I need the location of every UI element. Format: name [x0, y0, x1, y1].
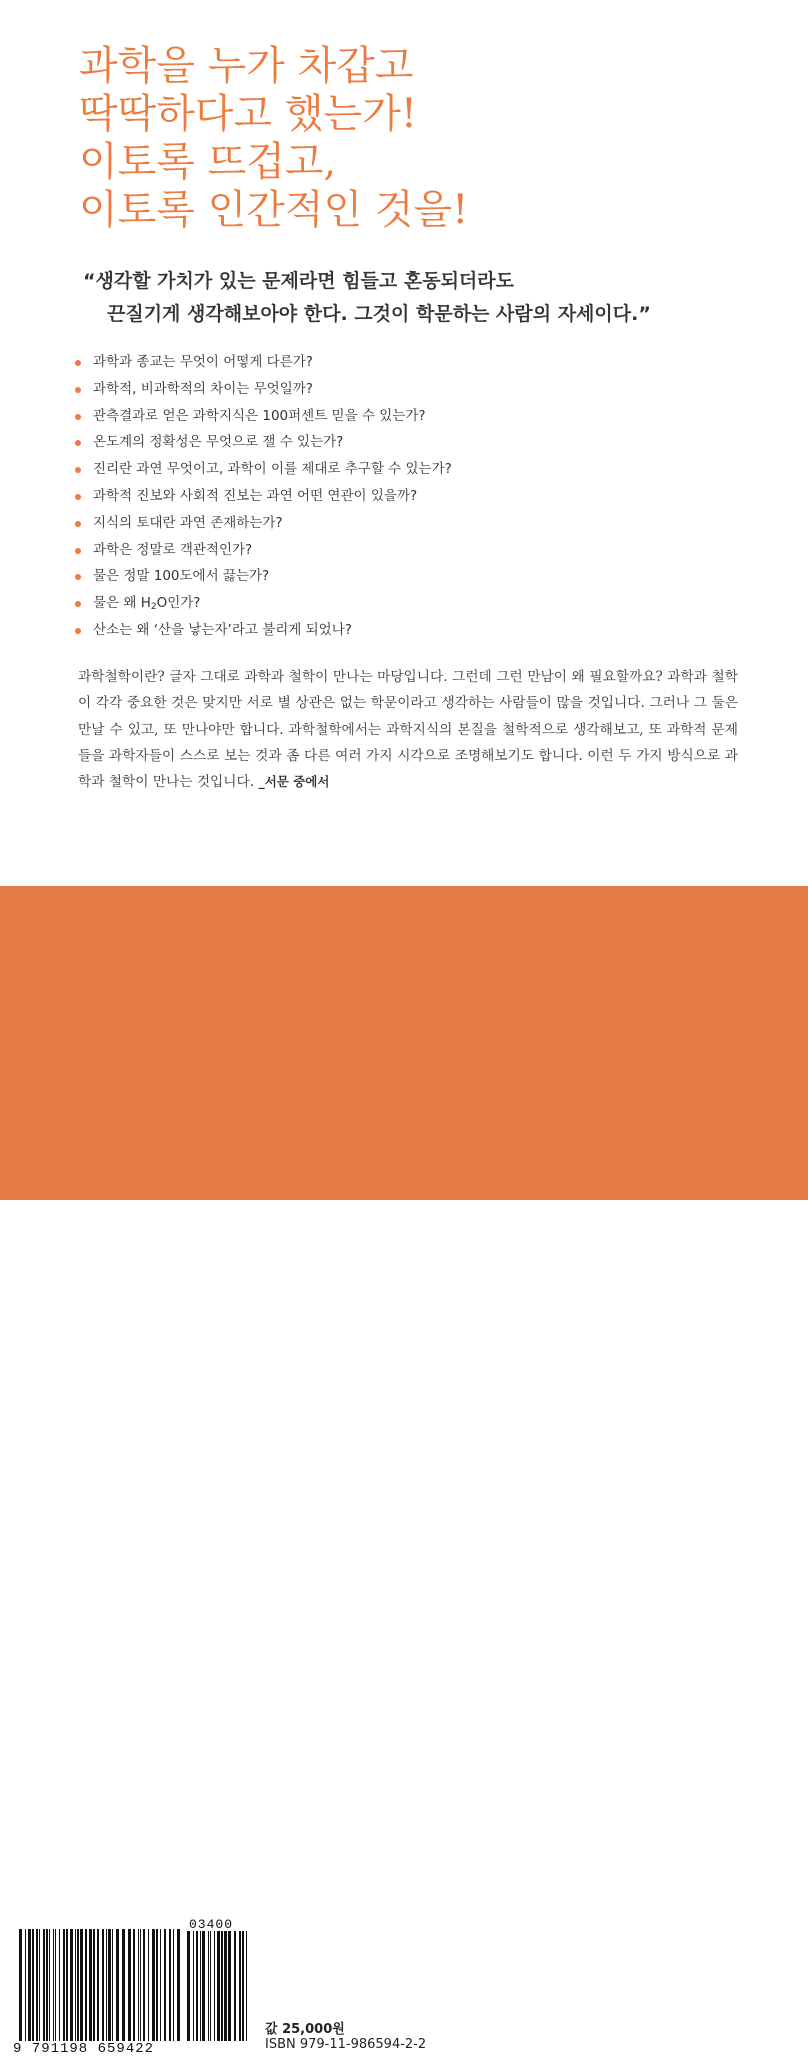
- preface-excerpt: [78, 664, 738, 795]
- water-question-subscript: 2: [150, 602, 157, 613]
- question-text: 관측결과로 얻은 과학지식은 100퍼센트 믿을 수 있는가?: [93, 407, 426, 424]
- addon-barcode-icon: [187, 1931, 247, 2041]
- quote-line-2: 끈질기게 생각해보아야 한다. 그것이 학문하는 사람의 자세이다.”: [107, 303, 651, 325]
- water-question-after: O인가?: [156, 595, 201, 612]
- question-item: [75, 483, 452, 510]
- headline-line-3: 이토록 뜨겁고,: [79, 139, 337, 185]
- addon-number: 03400: [189, 1917, 234, 1932]
- question-text: 과학은 정말로 객관적인가?: [93, 541, 253, 558]
- question-item: [75, 349, 452, 376]
- headline-line-4: 이토록 인간적인 것을!: [79, 187, 469, 233]
- headline: [79, 42, 779, 234]
- isbn-barcode-icon: [19, 1929, 181, 2041]
- ean-number: 9 791198 659422: [13, 2041, 155, 2057]
- question-item: [75, 403, 452, 430]
- bullet-dot-icon: [75, 628, 81, 634]
- preface-text: 과학철학이란? 글자 그대로 과학과 철학이 만나는 마당입니다. 그런데 그런 만남이 왜 필요할까요? 과학과 철학이 각각 중요한 것은 맞지만 서로 별 상관은 없는 학문이라고 생각하는 사람들이 많을 것입니다. 그러나 그 둘은 만날 수 있고, 또 만나야만 합니다. 과학철학에서는 과학지식의 본질을 철학적으로 생각해보고, 또 과학적 문제들을 과학자들이 스스로 보는 것과 좀 다른 여러 가지 시각으로 조명해보기도 합니다. 이런 두 가지 방식으로 과학과 철학이 만나는 것입니다.: [78, 669, 738, 791]
- pull-quote: [83, 265, 783, 331]
- question-text: 과학과 종교는 무엇이 어떻게 다른가?: [93, 354, 313, 370]
- question-text: 온도계의 정확성은 무엇으로 잴 수 있는가?: [93, 434, 344, 451]
- question-text: 지식의 토대란 과연 존재하는가?: [93, 514, 283, 531]
- question-text: 과학적 진보와 사회적 진보는 과연 어떤 연관이 있을까?: [93, 487, 418, 504]
- question-item: [75, 537, 452, 564]
- headline-line-2: 딱딱하다고 했는가!: [79, 91, 417, 137]
- bullet-dot-icon: [75, 467, 81, 473]
- question-item: [75, 376, 452, 403]
- barcode-panel: [9, 1917, 427, 2059]
- question-text: 진리란 과연 무엇이고, 과학이 이를 제대로 추구할 수 있는가?: [93, 461, 452, 478]
- question-text: 과학적, 비과학적의 차이는 무엇일까?: [93, 380, 313, 397]
- bullet-dot-icon: [75, 494, 81, 500]
- water-question-before: 물은 왜 H: [93, 595, 151, 612]
- bullet-dot-icon: [75, 440, 81, 446]
- quote-line-1: “생각할 가치가 있는 문제라면 힘들고 혼동되더라도: [83, 270, 514, 292]
- question-text: 산소는 왜 ‘산을 낳는자’라고 불리게 되었나?: [93, 621, 352, 638]
- orange-footer-band: [0, 886, 808, 2057]
- question-item: [75, 510, 452, 537]
- question-text: 물은 정말 100도에서 끓는가?: [93, 568, 270, 585]
- question-list: [75, 349, 452, 644]
- question-item-water-formula: [75, 590, 452, 617]
- question-item: [75, 563, 452, 590]
- bullet-dot-icon: [75, 548, 81, 554]
- question-item: [75, 456, 452, 483]
- question-item: [75, 617, 452, 644]
- headline-line-1: 과학을 누가 차갑고: [79, 43, 414, 89]
- bullet-dot-icon: [75, 360, 81, 366]
- preface-source: _서문 중에서: [258, 774, 330, 790]
- isbn-label: ISBN 979-11-986594-2-2: [265, 2037, 427, 2052]
- price-label: 값 25,000원: [265, 2022, 345, 2037]
- bullet-dot-icon: [75, 521, 81, 527]
- bullet-dot-icon: [75, 387, 81, 393]
- question-item: [75, 429, 452, 456]
- bullet-dot-icon: [75, 601, 81, 607]
- bullet-dot-icon: [75, 414, 81, 420]
- bullet-dot-icon: [75, 574, 81, 580]
